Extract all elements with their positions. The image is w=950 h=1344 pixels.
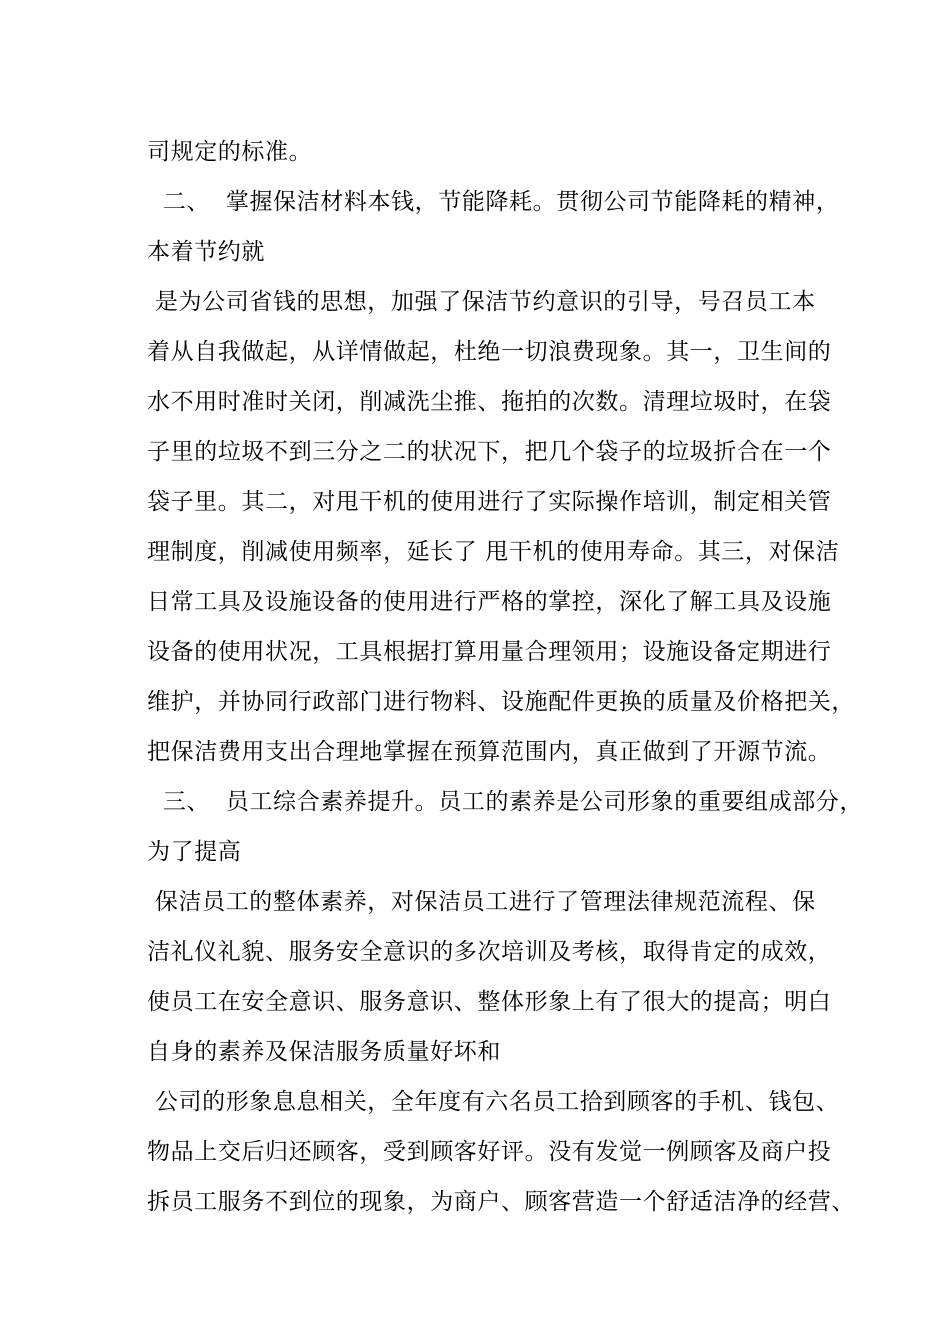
text-line: 自身的素养及保洁服务质量好坏和 (147, 1039, 501, 1065)
text-line: 拆员工服务不到位的现象，为商户、顾客营造一个舒适洁净的经营、 (147, 1189, 855, 1215)
text-line: 着从自我做起，从详情做起，杜绝一切浪费现象。其一，卫生间的 (147, 339, 832, 365)
text-line: 袋子里。其二，对甩干机的使用进行了实际操作培训，制定相关管 (147, 489, 832, 515)
text-line: 物品上交后归还顾客，受到顾客好评。没有发觉一例顾客及商户投 (147, 1139, 832, 1165)
text-line: 使员工在安全意识、服务意识、整体形象上有了很大的提高；明白 (147, 989, 832, 1015)
text-line: 洁礼仪礼貌、服务安全意识的多次培训及考核，取得肯定的成效， (147, 939, 832, 965)
text-line: 是为公司省钱的思想，加强了保洁节约意识的引导，号召员工本 (147, 289, 816, 315)
text-line: 本着节约就 (147, 239, 265, 265)
text-line: 理制度，削减使用频率，延长了 甩干机的使用寿命。其三，对保洁 (147, 539, 840, 565)
text-line: 水不用时准时关闭，削减洗尘推、拖拍的次数。清理垃圾时，在袋 (147, 389, 832, 415)
text-line: 保洁员工的整体素养，对保洁员工进行了管理法律规范流程、保 (147, 889, 816, 915)
text-line: 日常工具及设施设备的使用进行严格的掌控，深化了解工具及设施 (147, 589, 832, 615)
text-line: 公司的形象息息相关，全年度有六名员工拾到顾客的手机、钱包、 (147, 1089, 840, 1115)
text-line: 维护，并协同行政部门进行物料、设施配件更换的质量及价格把关， (147, 689, 855, 715)
text-line: 为了提高 (147, 839, 242, 865)
text-line: 司规定的标准。 (147, 139, 313, 165)
text-line: 把保洁费用支出合理地掌握在预算范围内，真正做到了开源节流。 (147, 739, 832, 765)
section-heading-three: 三、 员工综合素养提升。员工的素养是公司形象的重要组成部分， (147, 789, 864, 815)
text-line: 设备的使用状况，工具根据打算用量合理领用；设施设备定期进行 (147, 639, 832, 665)
section-heading-two: 二、 掌握保洁材料本钱，节能降耗。贯彻公司节能降耗的精神， (147, 189, 840, 215)
text-line: 子里的垃圾不到三分之二的状况下，把几个袋子的垃圾折合在一个 (147, 439, 832, 465)
